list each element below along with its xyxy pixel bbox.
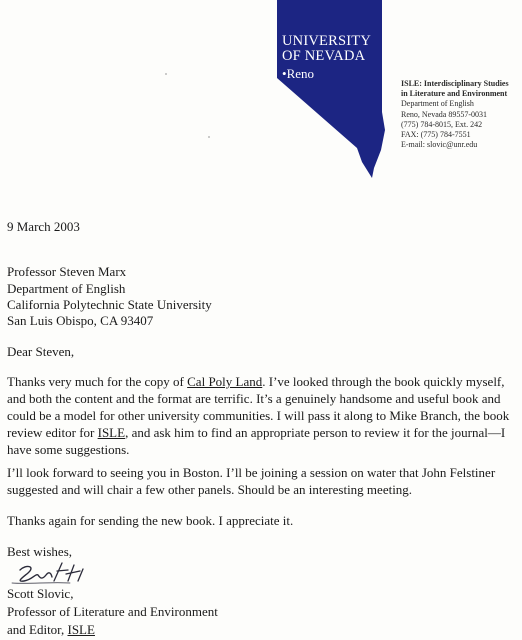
signer-title: Professor of Literature and Environment — [7, 604, 218, 619]
closing-block — [7, 585, 218, 639]
department-contact-block — [401, 79, 522, 150]
scan-speck — [208, 136, 210, 138]
recipient-city: San Luis Obispo, CA 93407 — [7, 313, 154, 328]
university-logo — [277, 0, 387, 180]
paragraph-1-text: review editor for — [7, 425, 98, 440]
logo-line-reno — [282, 66, 314, 82]
logo-line-university: UNIVERSITY — [282, 33, 371, 49]
paragraph-1-line-1 — [7, 373, 522, 390]
journal-name: ISLE — [97, 425, 126, 440]
dept-line-email: E-mail: slovic@unr.edu — [401, 140, 478, 150]
paragraph-2-line-1: I’ll look forward to seeing you in Boston. I’ll be joining a session on water that John Felstiner — [7, 465, 496, 480]
logo-bullet: • — [282, 66, 287, 81]
paragraph-1-line-4 — [7, 424, 522, 441]
paragraph-1-line-3: could be a model for other university communities. I will pass it along to Mike Branch, the book — [7, 408, 510, 423]
signer-editor-text: and Editor, — [7, 622, 68, 637]
dept-line-department: Department of English — [401, 99, 474, 109]
journal-name: ISLE — [67, 622, 95, 637]
paragraph-1 — [7, 373, 522, 458]
dept-line-program: ISLE: Interdisciplinary Studies — [401, 79, 509, 88]
scan-speck — [165, 73, 167, 75]
letter-date: 9 March 2003 — [7, 219, 80, 234]
book-title: Cal Poly Land — [187, 374, 263, 389]
nevada-shape-icon — [277, 0, 387, 180]
dept-line-program-cont: in Literature and Environment — [401, 89, 508, 99]
paragraph-3: Thanks again for sending the new book. I appreciate it. — [7, 513, 294, 528]
signer-editor-line — [7, 621, 218, 639]
recipient-institution: California Polytechnic State University — [7, 297, 212, 312]
paragraph-1-text: , and ask him to find an appropriate person to review it for the journal—I — [125, 425, 506, 440]
paragraph-2-line-2: suggested and will chair a few other panels. Should be an interesting meeting. — [7, 482, 413, 497]
paragraph-1-line-2: and both the content and the format are terrific. It’s a genuinely handsome and useful book and — [7, 391, 501, 406]
recipient-name: Professor Steven Marx — [7, 264, 127, 279]
recipient-department: Department of English — [7, 281, 126, 296]
dept-line-address: Reno, Nevada 89557-0031 — [401, 109, 487, 119]
paragraph-2 — [7, 464, 522, 498]
logo-line-of-nevada: OF NEVADA — [282, 48, 366, 64]
dept-line-phone: (775) 784-8015, Ext. 242 — [401, 119, 483, 129]
salutation: Dear Steven, — [7, 344, 75, 359]
paragraph-1-line-5: have some suggestions. — [7, 442, 130, 457]
logo-reno-text: Reno — [286, 66, 315, 81]
dept-line-fax: FAX: (775) 784-7551 — [401, 130, 471, 140]
paragraph-1-text: Thanks very much for the copy of — [7, 374, 188, 389]
paragraph-1-text: . I’ve looked through the book quickly myself, — [262, 374, 505, 389]
signer-name: Scott Slovic, — [7, 586, 74, 601]
valediction: Best wishes, — [7, 544, 72, 559]
